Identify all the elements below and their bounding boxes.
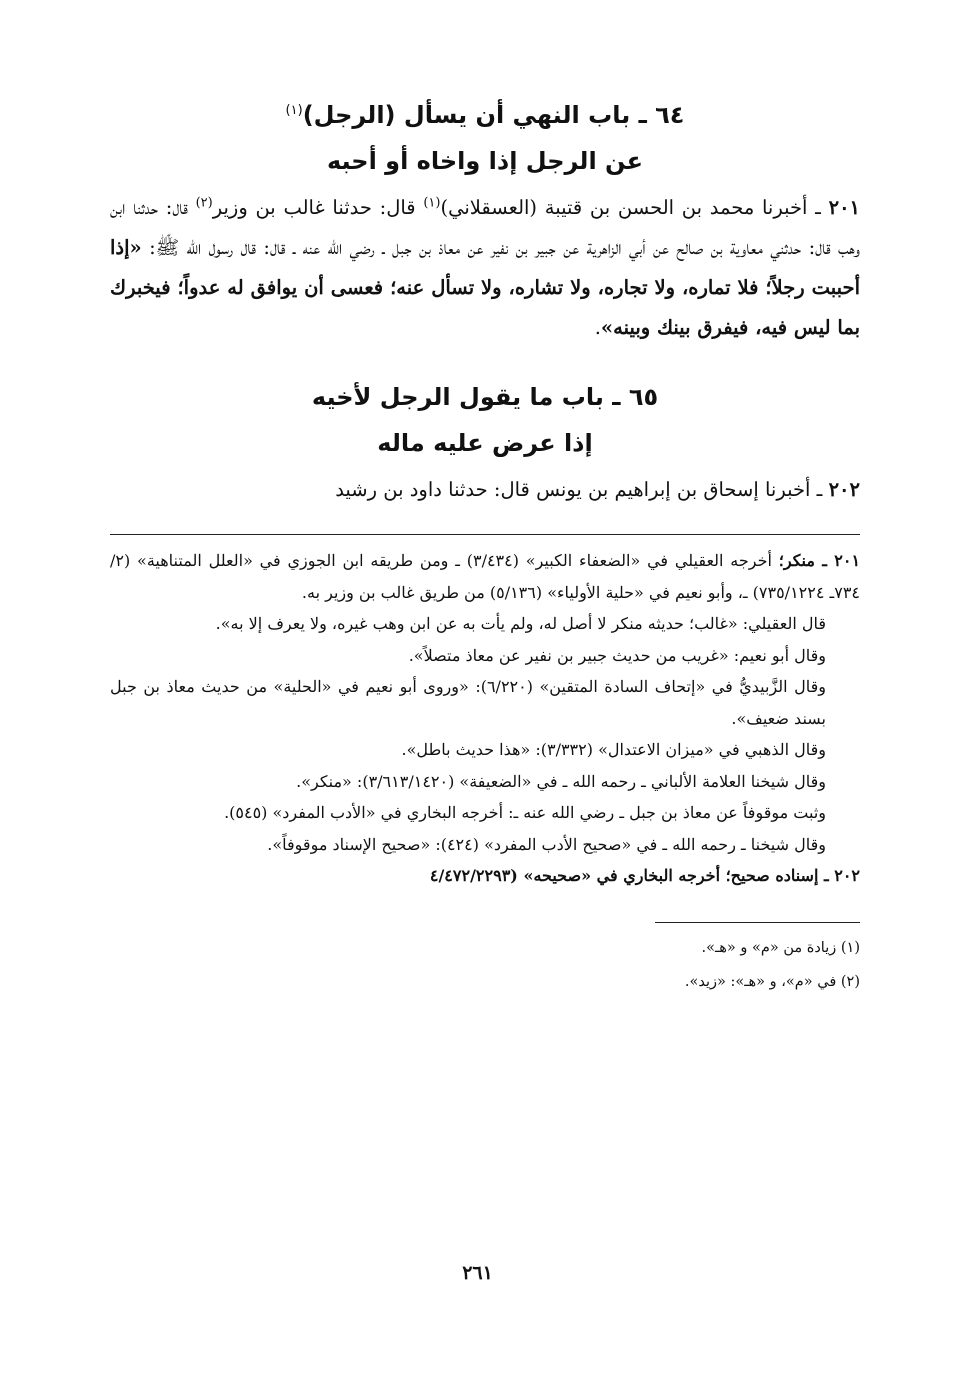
page-number: ٢٦١ xyxy=(462,1262,493,1284)
hadith-number: ٢٠٢ xyxy=(828,478,860,501)
hadith-text: ـ أخبرنا إسحاق بن إبراهيم بن يونس قال: حدثنا داود بن رشيد xyxy=(335,478,829,501)
note-paragraph: وقال شيخنا ـ رحمه الله ـ في «صحيح الأدب المفرد» (٤٢٤): «صحيح الإسناد موقوفاً». xyxy=(267,834,826,854)
chapter-64-subtitle: عن الرجل إذا واخاه أو أحبه xyxy=(326,147,644,175)
hadith-text: قال: حدثنا غالب بن وزير xyxy=(212,196,424,219)
note-label: ٢٠٢ ـ إسناده صحيح؛ xyxy=(725,866,860,885)
book-page xyxy=(110,0,860,1376)
footnote-marker: (١) xyxy=(423,195,441,211)
note-paragraph: وقال الزَّبيديُّ في «إتحاف السادة المتقين» (٦/٢٢٠): «وروى أبو نعيم في «الحلية» من حديث معاذ بن جبل بسند ضعيف». xyxy=(110,677,826,728)
note-paragraph: قال العقيلي: «غالب؛ حديثه منكر لا أصل له، ولم يأت به عن ابن وهب غيره، ولا يعرف إلا به». xyxy=(215,614,826,633)
chapter-64-heading xyxy=(110,92,860,184)
footnote-marker: (٢) xyxy=(195,195,213,211)
hadith-end: . xyxy=(594,316,601,339)
footnotes xyxy=(110,931,860,999)
hadith-number: ٢٠١ xyxy=(828,196,861,219)
hadith-202 xyxy=(110,470,860,510)
chapter-64-title: ٦٤ ـ باب النهي أن يسأل (الرجل) xyxy=(302,101,685,129)
hadith-text: ـ أخبرنا محمد بن الحسن بن قتيبة (العسقلاني) xyxy=(440,196,829,219)
hadith-text: قال: حدثنا ابن وهب قال: حدثني معاوية بن صالح عن أبي الزاهرية عن جبير بن نفير عن معاذ بن جبل ـ رضي الله عنه ـ قال: قال رسول الله ﷺ: xyxy=(110,196,860,259)
footnotes-divider xyxy=(655,922,860,923)
chapter-65-title: ٦٥ ـ باب ما يقول الرجل لأخيه xyxy=(311,383,659,411)
note-paragraph: وثبت موقوفاً عن معاذ بن جبل ـ رضي الله عنه ـ: أخرجه البخاري في «الأدب المفرد» (٥٤٥). xyxy=(224,803,826,822)
footnote-1: (١) زيادة من «م» و «هـ». xyxy=(701,939,860,956)
chapter-65-subtitle: إذا عرض عليه ماله xyxy=(377,429,593,457)
hadith-201 xyxy=(110,188,860,348)
note-label: ٢٠١ ـ منكر؛ xyxy=(778,551,861,570)
note-text: أخرجه العقيلي في «الضعفاء الكبير» (٣/٤٣٤) ـ ومن طريقه ابن الجوزي في «العلل المتناهية» (٢/ ٧٣٤ـ ٧٣٥/١٢٢٤) ـ، وأبو نعيم في «حلية الأولياء» (٥/١٣٦) من طريق غالب بن وزير به. xyxy=(110,551,860,602)
note-paragraph: وقال أبو نعيم: «غريب من حديث جبير بن نفير عن معاذ متصلاً». xyxy=(408,645,826,665)
note-paragraph: وقال شيخنا العلامة الألباني ـ رحمه الله ـ في «الضعيفة» (٣/٦١٣/١٤٢٠): «منكر». xyxy=(296,771,826,791)
takhrij-notes xyxy=(110,545,860,892)
notes-divider xyxy=(110,534,860,535)
footnote-marker: (١) xyxy=(285,103,303,118)
note-text: أخرجه البخاري في «صحيحه» (٤/٤٧٢/٢٢٩٣ xyxy=(429,866,726,885)
note-paragraph: وقال الذهبي في «ميزان الاعتدال» (٣/٣٣٢): «هذا حديث باطل». xyxy=(401,740,826,759)
note-202 xyxy=(110,860,860,892)
footnote-2: (٢) في «م»، و «هـ»: «زيد». xyxy=(684,973,860,990)
hadith-quote: «إذا أحببت رجلاً؛ فلا تماره، ولا تجاره، ولا تشاره، ولا تسأل عنه؛ فعسى أن يوافق له عدواً؛ فيخبرك بما ليس فيه، فيفرق بينك وبينه» xyxy=(110,236,860,339)
chapter-65-heading xyxy=(110,374,860,466)
note-201 xyxy=(110,545,860,608)
